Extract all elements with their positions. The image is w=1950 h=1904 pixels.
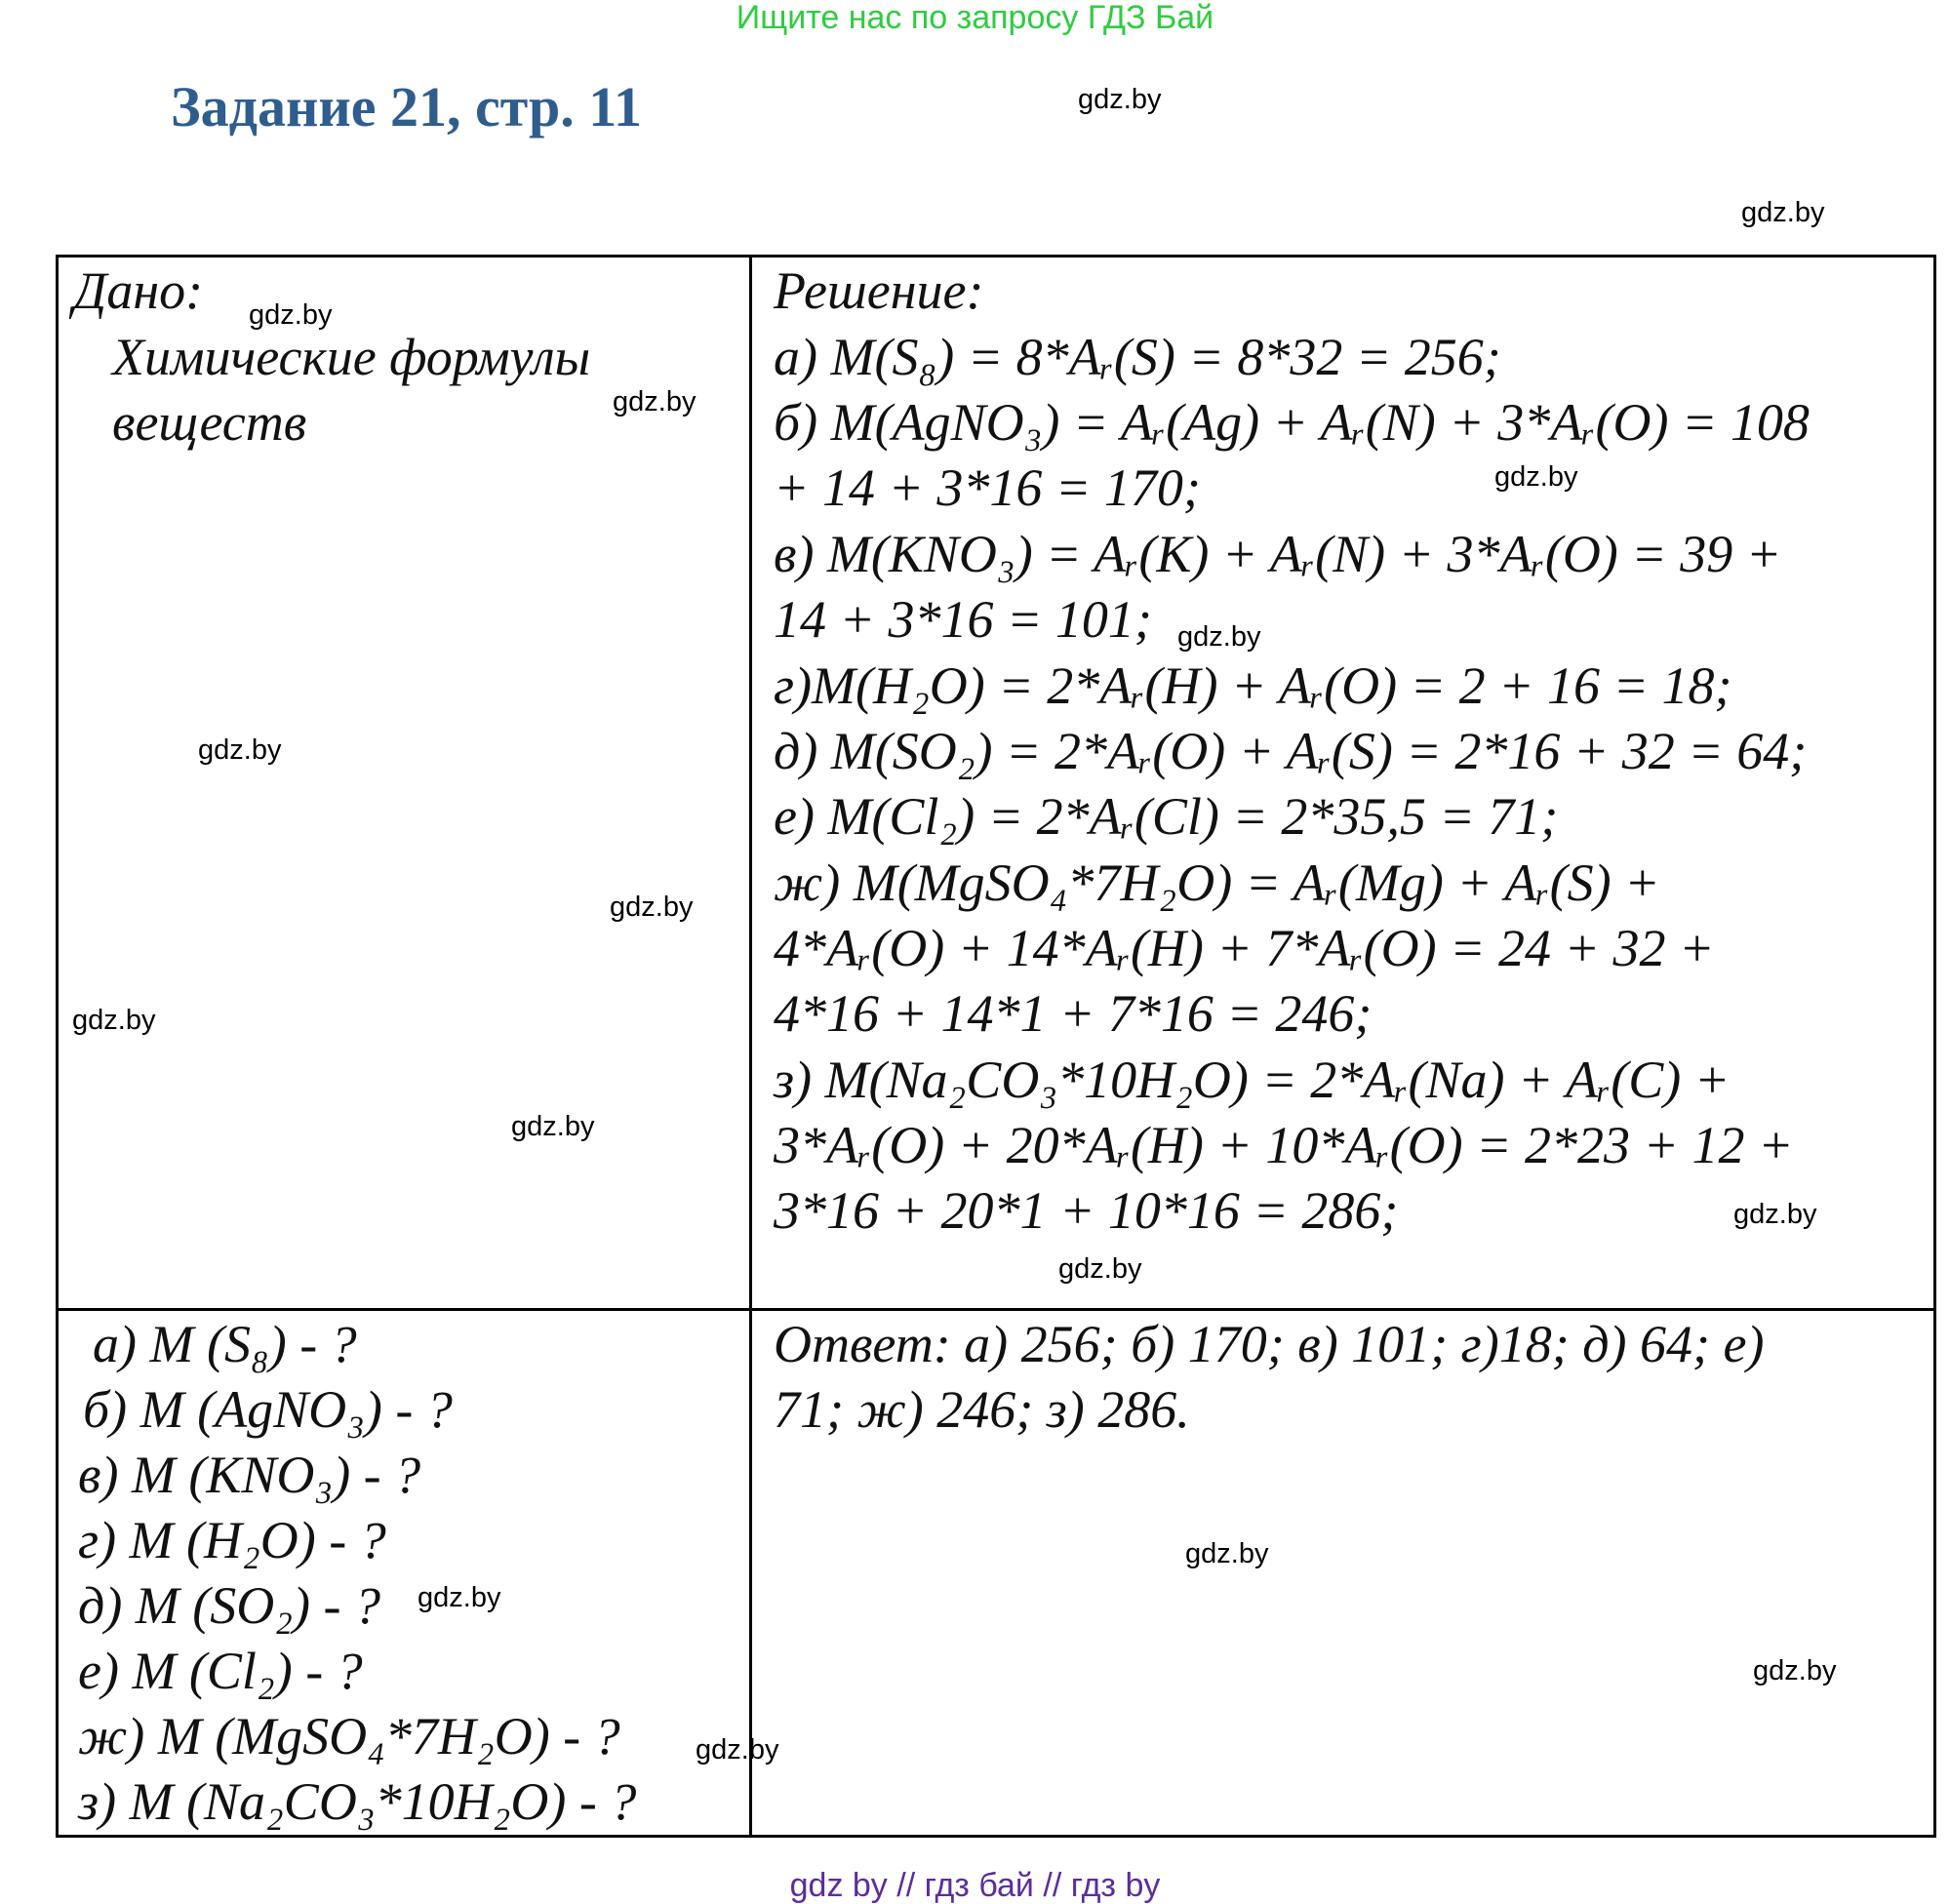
given-heading: Дано: bbox=[73, 261, 204, 320]
solution-line: 4*16 + 14*1 + 7*16 = 246; bbox=[774, 984, 1373, 1043]
solution-heading: Решение: bbox=[774, 261, 984, 320]
find-line: ж) M (MgSO₄*7H₂O) - ? bbox=[78, 1707, 620, 1765]
watermark: gdz.by bbox=[1494, 461, 1578, 493]
solution-line: + 14 + 3*16 = 170; bbox=[774, 458, 1201, 517]
solution-line: 3*Aᵣ(O) + 20*Aᵣ(H) + 10*Aᵣ(O) = 2*23 + 12 + bbox=[774, 1116, 1794, 1174]
watermark: gdz.by bbox=[1177, 621, 1261, 653]
solution-line: е) M(Cl₂) = 2*Aᵣ(Cl) = 2*35,5 = 71; bbox=[774, 787, 1559, 846]
find-line: з) M (Na₂CO₃*10H₂O) - ? bbox=[78, 1772, 637, 1831]
watermark: gdz.by bbox=[1058, 1253, 1142, 1285]
top-banner: Ищите нас по запросу ГДЗ Бай bbox=[736, 0, 1214, 36]
solution-line: г)M(H₂O) = 2*Aᵣ(H) + Aᵣ(O) = 2 + 16 = 18; bbox=[774, 656, 1732, 715]
watermark: gdz.by bbox=[249, 299, 333, 331]
table-divider-horizontal bbox=[56, 1308, 1936, 1311]
given-line: Химические формулы bbox=[112, 328, 591, 386]
watermark: gdz.by bbox=[1753, 1655, 1837, 1686]
watermark: gdz.by bbox=[1185, 1538, 1269, 1569]
solution-line: з) M(Na₂CO₃*10H₂O) = 2*Aᵣ(Na) + Aᵣ(C) + bbox=[774, 1051, 1731, 1109]
solution-line: 3*16 + 20*1 + 10*16 = 286; bbox=[774, 1181, 1399, 1240]
find-line: е) M (Cl₂) - ? bbox=[78, 1642, 363, 1700]
solution-line: б) M(AgNO₃) = Aᵣ(Ag) + Aᵣ(N) + 3*Aᵣ(O) = 108 bbox=[774, 393, 1810, 452]
find-line: г) M (H₂O) - ? bbox=[78, 1511, 386, 1569]
watermark: gdz.by bbox=[696, 1734, 779, 1765]
watermark: gdz.by bbox=[418, 1582, 501, 1613]
watermark: gdz.by bbox=[72, 1005, 156, 1036]
watermark: gdz.by bbox=[511, 1111, 595, 1142]
watermark: gdz.by bbox=[613, 386, 696, 417]
solution-line: 4*Aᵣ(O) + 14*Aᵣ(H) + 7*Aᵣ(O) = 24 + 32 + bbox=[774, 919, 1715, 977]
find-line: д) M (SO₂) - ? bbox=[78, 1576, 380, 1635]
page-title: Задание 21, стр. 11 bbox=[171, 75, 643, 139]
find-line: б) M (AgNO₃) - ? bbox=[83, 1380, 453, 1439]
solution-line: а) M(S₈) = 8*Aᵣ(S) = 8*32 = 256; bbox=[774, 328, 1501, 386]
solution-line: д) M(SO₂) = 2*Aᵣ(O) + Aᵣ(S) = 2*16 + 32 = 64; bbox=[774, 722, 1808, 780]
solution-line: в) M(KNO₃) = Aᵣ(K) + Aᵣ(N) + 3*Aᵣ(O) = 39 + bbox=[774, 525, 1782, 583]
find-line: в) M (KNO₃) - ? bbox=[78, 1446, 421, 1504]
watermark: gdz.by bbox=[1078, 84, 1162, 115]
solution-line: 14 + 3*16 = 101; bbox=[774, 590, 1152, 649]
given-line: веществ bbox=[112, 393, 307, 452]
footer-links: gdz by // гдз бай // гдз by bbox=[789, 1867, 1161, 1904]
solution-line: ж) M(MgSO₄*7H₂O) = Aᵣ(Mg) + Aᵣ(S) + bbox=[774, 853, 1660, 912]
table-divider-vertical bbox=[749, 255, 752, 1838]
find-line: а) M (S₈) - ? bbox=[93, 1315, 357, 1373]
watermark: gdz.by bbox=[1741, 197, 1825, 228]
answer-line: 71; ж) 246; з) 286. bbox=[774, 1380, 1190, 1439]
answer-line: Ответ: а) 256; б) 170; в) 101; г)18; д) 64; е) bbox=[774, 1315, 1765, 1373]
watermark: gdz.by bbox=[198, 734, 282, 766]
watermark: gdz.by bbox=[610, 892, 694, 923]
watermark: gdz.by bbox=[1733, 1199, 1817, 1230]
